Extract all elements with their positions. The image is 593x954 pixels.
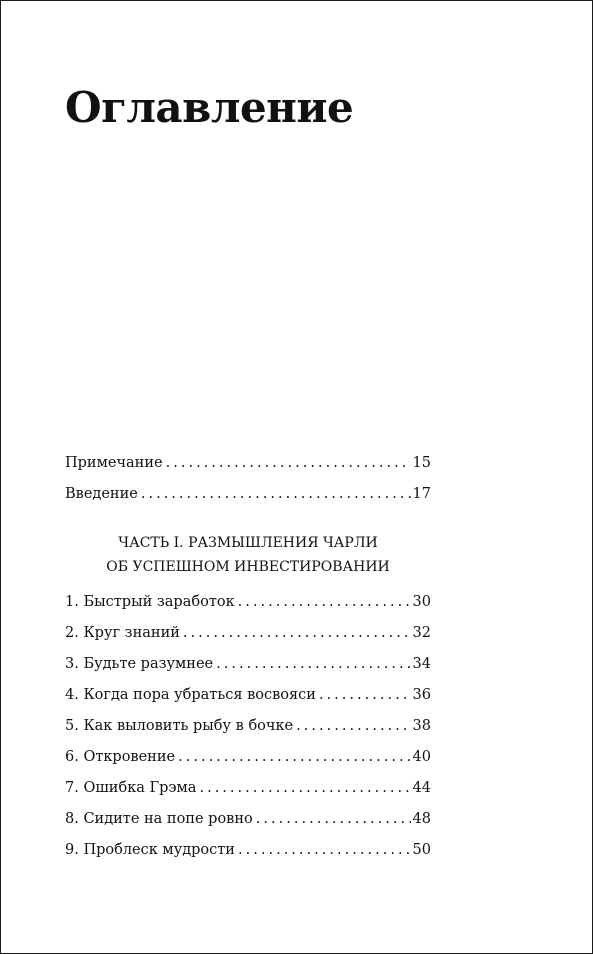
toc-entry-page: 38 (412, 718, 431, 734)
toc-chapter-9[interactable] (65, 842, 431, 873)
toc-chapter-4[interactable] (65, 687, 431, 718)
toc-chapter-6[interactable] (65, 749, 431, 780)
toc-entry-page: 17 (412, 486, 431, 502)
toc-leader-dots (178, 749, 410, 765)
page-title: Оглавление (65, 83, 354, 132)
toc-entry-page: 48 (412, 811, 431, 827)
toc-front-matter (65, 455, 431, 517)
toc-entry-page: 32 (412, 625, 431, 641)
toc-leader-dots (199, 780, 410, 796)
toc-entry-label: 2. Круг знаний (65, 625, 180, 641)
toc-leader-dots (256, 811, 411, 827)
toc-chapter-5[interactable] (65, 718, 431, 749)
toc-leader-dots (166, 455, 411, 471)
toc-entry-page: 36 (412, 687, 431, 703)
toc-entry-page: 30 (412, 594, 431, 610)
part-heading-line-1: ЧАСТЬ I. РАЗМЫШЛЕНИЯ ЧАРЛИ (118, 535, 378, 551)
toc-entry-label: Примечание (65, 455, 163, 471)
toc-leader-dots (319, 687, 411, 703)
toc-chapter-8[interactable] (65, 811, 431, 842)
toc-entry-label: 8. Сидите на попе ровно (65, 811, 253, 827)
toc-chapter-2[interactable] (65, 625, 431, 656)
toc-entry-label: 4. Когда пора убраться восвояси (65, 687, 316, 703)
toc-leader-dots (183, 625, 411, 641)
toc-leader-dots (296, 718, 410, 734)
toc-entry-label: Введение (65, 486, 138, 502)
toc-entry-page: 40 (412, 749, 431, 765)
toc-entry-introduction[interactable] (65, 486, 431, 517)
toc-entry-label: 5. Как выловить рыбу в бочке (65, 718, 294, 734)
toc-entry-page: 50 (412, 842, 431, 858)
toc-entry-page: 34 (412, 656, 431, 672)
toc-entry-note[interactable] (65, 455, 431, 486)
toc-leader-dots (238, 594, 411, 610)
part-heading-line-2: ОБ УСПЕШНОМ ИНВЕСТИРОВАНИИ (106, 559, 390, 575)
toc-chapter-3[interactable] (65, 656, 431, 687)
toc-chapter-7[interactable] (65, 780, 431, 811)
toc-entry-label: 1. Быстрый заработок (65, 594, 235, 610)
toc-leader-dots (216, 656, 410, 672)
toc-entry-page: 15 (412, 455, 431, 471)
toc-entry-label: 3. Будьте разумнее (65, 656, 214, 672)
toc-leader-dots (238, 842, 411, 858)
part-heading (65, 531, 431, 579)
toc-entry-label: 6. Откровение (65, 749, 176, 765)
toc-entry-label: 9. Проблеск мудрости (65, 842, 235, 858)
toc-entry-label: 7. Ошибка Грэма (65, 780, 197, 796)
toc-chapter-list (65, 594, 431, 873)
toc-chapter-1[interactable] (65, 594, 431, 625)
toc-entry-page: 44 (412, 780, 431, 796)
toc-leader-dots (141, 486, 411, 502)
